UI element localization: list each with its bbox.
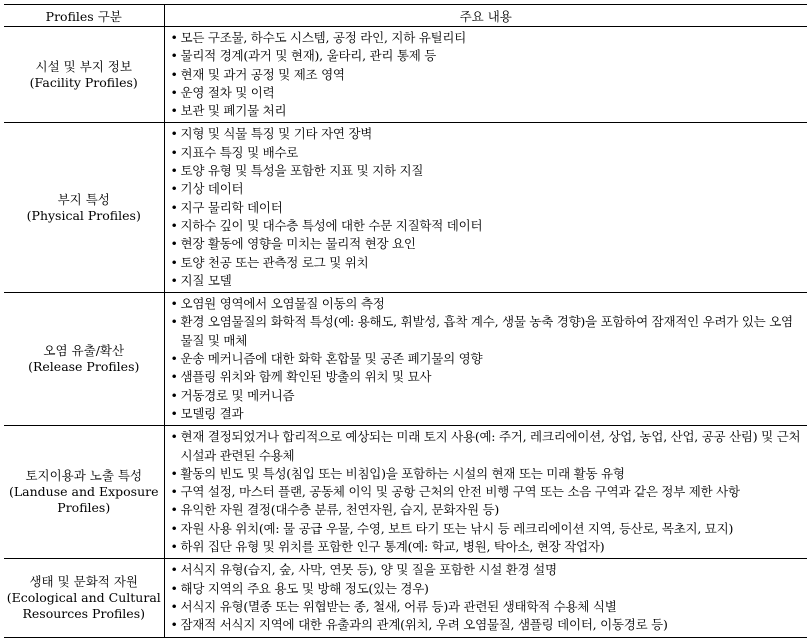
list-item (171, 102, 804, 120)
bullet-icon: • (170, 369, 178, 385)
content-cell (164, 27, 807, 123)
bullet-icon: • (170, 199, 178, 215)
table-row-landuse (4, 426, 807, 559)
list-item (171, 254, 804, 272)
table-row-facility (4, 27, 807, 123)
list-item (171, 520, 804, 538)
category-name-en: (Release Profiles) (28, 359, 140, 375)
list-item-text: 서식지 유형(습지, 숲, 사막, 연못 등), 양 및 질을 포함한 시설 환경 설명 (180, 562, 557, 578)
category-cell (4, 293, 164, 426)
header-main-content: 주요 내용 (164, 5, 807, 27)
bullet-icon: • (170, 217, 178, 233)
list-item (171, 428, 804, 465)
list-item-text: 모든 구조물, 하수도 시스템, 공정 라인, 지하 유틸리티 (180, 30, 467, 45)
bullet-icon: • (170, 539, 178, 555)
content-cell (164, 293, 807, 426)
category-name-ko: 생태 및 문화적 자원 (29, 573, 139, 589)
list-item-text: 운송 메커니즘에 대한 화학 혼합물 및 공존 폐기물의 영향 (180, 351, 483, 367)
bullet-icon: • (170, 163, 178, 179)
bullet-icon: • (170, 520, 178, 536)
bullet-icon: • (170, 144, 178, 160)
list-item (171, 538, 804, 556)
bullet-icon: • (170, 296, 178, 312)
content-cell (164, 426, 807, 559)
list-item-text: 오염원 영역에서 오염물질 이동의 측정 (180, 296, 385, 312)
list-item-text: 지구 물리학 데이터 (180, 199, 283, 215)
list-item (171, 368, 804, 386)
bullet-icon: • (170, 598, 178, 614)
list-item-text: 물리적 경계(과거 및 현재), 울타리, 관리 통제 등 (180, 48, 437, 64)
list-item-text: 기상 데이터 (180, 181, 244, 197)
list-item-text: 토양 천공 또는 관측정 로그 및 위치 (180, 254, 369, 270)
bullet-icon: • (170, 236, 178, 252)
bullet-icon: • (170, 126, 178, 142)
list-item (171, 580, 804, 598)
bullet-icon: • (170, 429, 178, 445)
bullet-icon: • (170, 30, 178, 45)
bullet-icon: • (170, 66, 178, 82)
list-item (171, 272, 804, 290)
category-name-en: (Physical Profiles) (26, 207, 141, 223)
bullet-icon: • (170, 103, 178, 119)
list-item (171, 561, 804, 579)
bullet-icon: • (170, 387, 178, 403)
bullet-icon: • (170, 580, 178, 596)
list-item (171, 350, 804, 368)
table-header-row (4, 5, 807, 27)
list-item (171, 295, 804, 313)
list-item-text: 지형 및 식물 특징 및 기타 자연 장벽 (180, 126, 373, 142)
profiles-table (4, 4, 807, 638)
list-item-text: 현장 활동에 영향을 미치는 물리적 현장 요인 (180, 236, 416, 252)
bullet-icon: • (170, 617, 178, 633)
list-item (171, 66, 804, 84)
list-item (171, 144, 804, 162)
list-item (171, 29, 804, 47)
list-item (171, 387, 804, 405)
list-item (171, 162, 804, 180)
category-cell (4, 123, 164, 293)
list-item (171, 616, 804, 634)
list-item (171, 84, 804, 102)
bullet-icon: • (170, 272, 178, 288)
bullet-icon: • (170, 502, 178, 518)
list-item (171, 501, 804, 519)
category-name-en: (Ecological and Cultural Resources Profiles) (6, 589, 161, 621)
list-item-text: 토양 유형 및 특성을 포함한 지표 및 지하 지질 (180, 163, 424, 179)
bullet-icon: • (170, 84, 178, 100)
bullet-icon: • (170, 484, 178, 500)
content-cell (164, 123, 807, 293)
bullet-icon: • (170, 351, 178, 367)
table-row-ecological (4, 559, 807, 637)
list-item-text: 하위 집단 유형 및 위치를 포함한 인구 통계(예: 학교, 병원, 탁아소, 현장 작업자) (180, 539, 605, 555)
category-name-ko: 오염 유출/확산 (43, 343, 125, 359)
content-cell (164, 559, 807, 637)
category-cell (4, 27, 164, 123)
list-item-text: 보관 및 폐기물 처리 (180, 103, 287, 119)
bullet-icon: • (170, 465, 178, 481)
category-name-ko: 부지 특성 (57, 191, 110, 207)
table-row-release (4, 293, 807, 426)
bullet-icon: • (170, 254, 178, 270)
bullet-icon: • (170, 48, 178, 64)
list-item (171, 180, 804, 198)
category-name-en: (Facility Profiles) (29, 74, 138, 90)
list-item (171, 199, 804, 217)
list-item-text: 지하수 깊이 및 대수층 특성에 대한 수문 지질학적 데이터 (180, 217, 483, 233)
list-item (171, 405, 804, 423)
list-item-text: 지표수 특징 및 배수로 (180, 144, 299, 160)
list-item-text: 해당 지역의 주요 용도 및 방해 정도(있는 경우) (180, 580, 429, 596)
list-item (171, 47, 804, 65)
list-item (171, 465, 804, 483)
list-item (171, 217, 804, 235)
list-item-text: 지질 모델 (180, 272, 232, 288)
list-item (171, 598, 804, 616)
list-item-text: 서식지 유형(멸종 또는 위협받는 종, 철새, 어류 등)과 관련된 생태학적 수용체 식별 (180, 598, 617, 614)
category-name-en: (Landuse and Exposure Profiles) (8, 484, 159, 516)
list-item (171, 313, 804, 350)
category-name-ko: 토지이용과 노출 특성 (25, 468, 143, 484)
list-item-text: 잠재적 서식지 지역에 대한 유출과의 관계(위치, 우려 오염물질, 샘플링 데이터, 이동경로 등) (180, 617, 668, 633)
profiles-table-container (4, 4, 807, 638)
list-item-text: 구역 설정, 마스터 플랜, 공동체 이익 및 공항 근처의 안전 비행 구역 또는 소음 구역과 같은 정부 제한 사항 (180, 484, 740, 500)
list-item-text: 유익한 자원 결정(대수층 분류, 천연자원, 습지, 문화자원 등) (180, 502, 499, 518)
category-name-ko: 시설 및 부지 정보 (35, 58, 132, 74)
list-item-text: 현재 및 과거 공정 및 제조 영역 (180, 66, 345, 82)
list-item-text: 활동의 빈도 및 특성(침입 또는 비침입)을 포함하는 시설의 현재 또는 미래 활동 유형 (180, 465, 625, 481)
list-item-text: 거동경로 및 메커니즘 (180, 387, 295, 403)
list-item-text: 샘플링 위치와 함께 확인된 방출의 위치 및 묘사 (180, 369, 432, 385)
list-item-text: 현재 결정되었거나 합리적으로 예상되는 미래 토지 사용(예: 주거, 레크리에이션, 상업, 농업, 산업, 공공 산림) 및 근처 시설과 관련된 수용체 (180, 429, 801, 463)
list-item (171, 125, 804, 143)
list-item-text: 환경 오염물질의 화학적 특성(예: 용해도, 휘발성, 흡착 계수, 생물 농축 경향)을 포함하여 잠재적인 우려가 있는 오염물질 및 매체 (180, 314, 793, 348)
category-cell (4, 426, 164, 559)
table-row-physical (4, 123, 807, 293)
list-item (171, 483, 804, 501)
category-cell (4, 559, 164, 637)
list-item (171, 235, 804, 253)
bullet-icon: • (170, 562, 178, 578)
bullet-icon: • (170, 314, 178, 330)
header-profiles-category: Profiles 구분 (4, 5, 164, 27)
list-item-text: 운영 절차 및 이력 (180, 84, 275, 100)
list-item-text: 자원 사용 위치(예: 물 공급 우물, 수영, 보트 타기 또는 낚시 등 레크리에이션 지역, 등산로, 목초지, 묘지) (180, 520, 734, 536)
bullet-icon: • (170, 181, 178, 197)
bullet-icon: • (170, 405, 178, 421)
list-item-text: 모델링 결과 (180, 405, 244, 421)
